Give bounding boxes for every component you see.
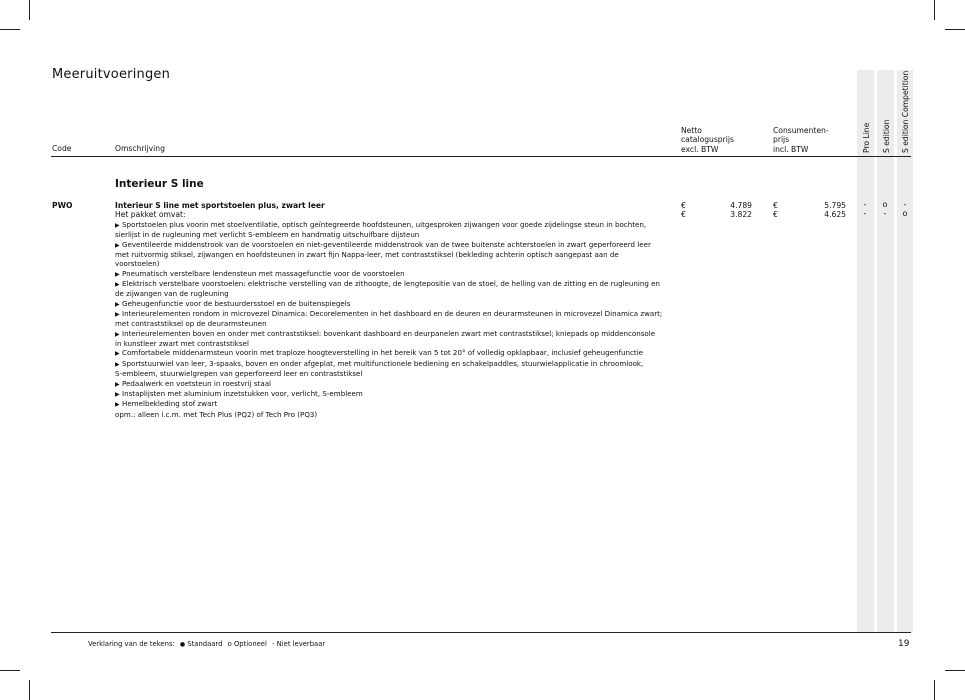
list-item-text: Hemelbekleding stof zwart <box>122 399 218 409</box>
bullet-icon: ▶ <box>115 311 120 319</box>
list-item-text: sierlijst in de rugleuning met verlicht S-embleem en handmatig uitschuifbare dijsteun <box>115 230 420 240</box>
option-net-price: 4.789 <box>730 201 752 210</box>
list-item <box>115 339 655 348</box>
bullet-icon: ▶ <box>115 241 120 249</box>
column-header-consumer-price: Consumenten- prijs incl. BTW <box>773 126 829 154</box>
list-item <box>115 399 655 409</box>
list-item <box>115 348 655 358</box>
crop-mark <box>945 29 965 30</box>
list-item <box>115 309 663 319</box>
package-net-currency: € <box>681 210 686 219</box>
package-availability-pro-line: - <box>863 209 867 218</box>
list-item <box>115 329 655 339</box>
option-name: Interieur S line met sportstoelen plus, zwart leer <box>115 201 325 210</box>
bullet-icon: ▶ <box>115 281 120 289</box>
list-item-text: Interieurelementen boven en onder met contraststiksel: bovenkant dashboard en deurpanelen zwart met contraststiksel; kniepads op middenconsole <box>122 328 656 338</box>
list-item <box>115 359 655 369</box>
list-item-text: Sportstoelen plus voorin met stoelventilatie, optisch geïntegreerde hoofdsteunen, uitgesproken zijwangen voor goede zijdelingse steun in bochten, <box>122 220 647 229</box>
list-item-text: met ruitvormig stiksel, zijwangen en hoofdsteunen in zwart fijn Nappa-leer, met contraststiksel (bekleding achterin optisch aangepast aan de <box>115 250 619 260</box>
crop-mark <box>0 670 20 671</box>
standard-symbol: ● <box>179 641 186 648</box>
list-item <box>115 299 655 309</box>
optional-symbol: o <box>227 640 232 648</box>
column-header-s-edition-competition: S edition Competition <box>901 70 910 153</box>
package-consumer-price: 4.625 <box>824 210 846 219</box>
list-item <box>115 379 655 389</box>
crop-mark <box>29 680 30 700</box>
crop-mark <box>934 680 935 700</box>
page-number: 19 <box>898 639 910 649</box>
list-item <box>115 250 655 259</box>
list-item-text: Geventileerde middenstrook van de voorstoelen en niet-geventileerde middenstrook van de twee buitenste achterstoelen in zwart geperforeerd leer <box>122 239 651 249</box>
crop-mark <box>934 0 935 20</box>
package-availability-s-edition: - <box>883 209 887 218</box>
list-item-text: Sportstuurwiel van leer, 3-spaaks, boven en onder afgeplat, met multifunctionele bediening en schakelpaddles, stuurwielapplicatie in chroomlook, <box>122 358 644 368</box>
option-availability-s-edition: o <box>882 200 888 209</box>
package-consumer-currency: € <box>773 210 778 219</box>
list-item-text: Geheugenfunctie voor de bestuurdersstoel en de buitenspiegels <box>122 298 351 308</box>
bullet-icon: ▶ <box>115 350 120 358</box>
legend-unavailable: Niet leverbaar <box>276 640 326 648</box>
column-header-description: Omschrijving <box>115 144 165 153</box>
page-title: Meeruitvoeringen <box>52 67 171 82</box>
column-header-code: Code <box>52 144 72 153</box>
footer-rule <box>51 632 911 633</box>
bullet-icon: ▶ <box>115 300 120 308</box>
list-item-text: Instaplijsten met aluminium inzetstukken voor, verlicht, S-embleem <box>122 388 363 398</box>
variant-column-shade <box>857 70 874 632</box>
list-item <box>115 220 655 230</box>
list-item-text: opm.: alleen i.c.m. met Tech Plus (PQ2) of Tech Pro (PQ3) <box>115 409 318 419</box>
list-item-text: Comfortabele middenarmsteun voorin met traploze hoogteverstelling in het bereik van 5 tot 20° of volledig opklapbaar, inclusief geheugenfunctie <box>122 348 644 358</box>
package-items-list <box>115 220 663 419</box>
crop-mark <box>0 29 20 30</box>
variant-column-shade <box>897 70 913 632</box>
legend-optional: Optioneel <box>233 640 267 648</box>
bullet-icon: ▶ <box>115 222 120 229</box>
list-item <box>115 269 655 279</box>
legend-label: Verklaring van de tekens: <box>88 640 175 648</box>
list-item-text: in kunstleer zwart met contraststiksel <box>115 339 249 349</box>
list-item <box>115 410 655 419</box>
crop-mark <box>945 670 965 671</box>
list-item-text: de zijwangen van de rugleuning <box>115 289 229 299</box>
list-item-text: Elektrisch verstelbare voorstoelen: elektrische verstelling van de zithoogte, de lengtepositie van de stoel, de helling van de zitting en de rugleuning en <box>122 279 660 289</box>
option-consumer-currency: € <box>773 201 778 210</box>
list-item-text: Pedaalwerk en voetsteun in roestvrij staal <box>122 378 272 388</box>
list-item <box>115 289 655 298</box>
list-item-text: Interieurelementen rondom in microvezel Dinamica: Decorelementen in het dashboard en de deuren en deurarmsteunen in microvezel Dinamica zwart; <box>122 309 663 319</box>
package-label: Het pakket omvat: <box>115 210 186 219</box>
option-consumer-price: 5.795 <box>824 201 846 210</box>
bullet-icon: ▶ <box>115 330 120 338</box>
list-item <box>115 240 655 250</box>
bullet-icon: ▶ <box>115 360 120 368</box>
list-item <box>115 259 655 268</box>
option-availability-s-edition-competition: - <box>903 200 907 209</box>
crop-mark <box>29 0 30 20</box>
bullet-icon: ▶ <box>115 390 120 398</box>
bullet-icon: ▶ <box>115 401 120 409</box>
list-item <box>115 319 655 328</box>
unavailable-symbol: - <box>272 640 275 648</box>
package-availability-s-edition-competition: o <box>902 209 908 218</box>
column-header-pro-line: Pro Line <box>862 122 871 153</box>
option-code: PWO <box>52 201 73 210</box>
list-item-text: S-embleem, stuurwielgrepen van geperforeerd leer en contraststiksel <box>115 369 363 379</box>
list-item <box>115 279 660 289</box>
bullet-icon: ▶ <box>115 270 120 278</box>
list-item <box>115 230 655 239</box>
header-rule <box>51 156 911 157</box>
option-availability-pro-line: - <box>863 200 867 209</box>
variant-column-shade <box>877 70 894 632</box>
section-title: Interieur S line <box>115 178 204 190</box>
column-header-net-price: Netto catalogusprijs excl. BTW <box>681 126 734 154</box>
list-item-text: Pneumatisch verstelbare lendensteun met massagefunctie voor de voorstoelen <box>122 268 405 278</box>
package-net-price: 3.822 <box>730 210 752 219</box>
list-item-text: met contraststiksel op de deurarmsteunen <box>115 319 267 329</box>
column-header-s-edition: S edition <box>882 119 891 153</box>
list-item <box>115 389 655 399</box>
list-item-text: voorstoelen) <box>115 259 160 269</box>
bullet-icon: ▶ <box>115 380 120 388</box>
list-item <box>115 369 655 378</box>
legend <box>88 640 325 648</box>
option-net-currency: € <box>681 201 686 210</box>
legend-standard: Standaard <box>187 640 223 648</box>
